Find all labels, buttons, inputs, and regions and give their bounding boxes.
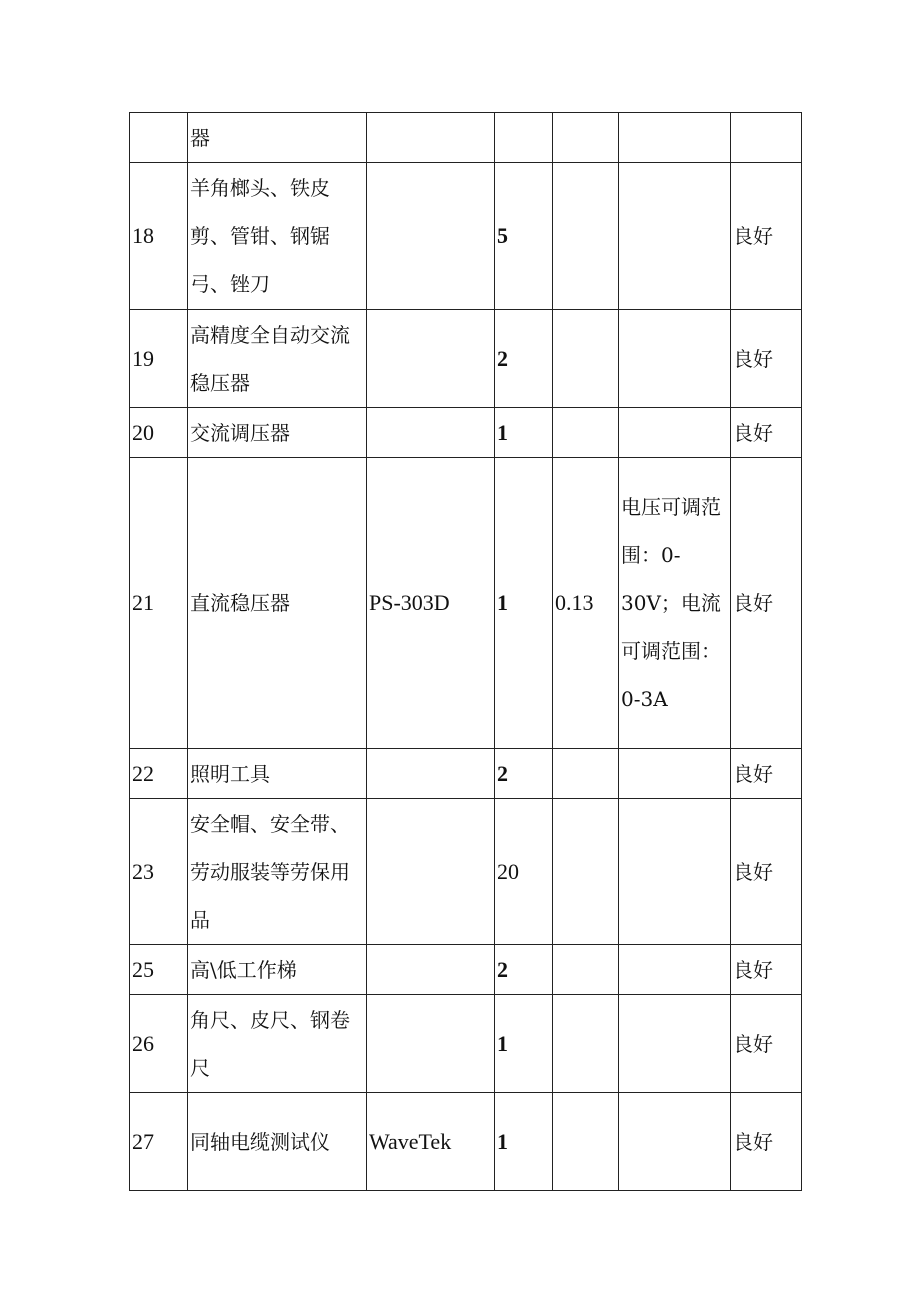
cell-quantity: 2 (495, 945, 553, 995)
cell-model (367, 408, 495, 458)
cell-condition: 良好 (731, 945, 802, 995)
table-body (130, 113, 802, 1191)
cell-condition: 良好 (731, 1093, 802, 1191)
cell-number: 21 (130, 458, 188, 749)
cell-condition: 良好 (731, 799, 802, 945)
cell-remark (619, 749, 731, 799)
cell-quantity: 1 (495, 1093, 553, 1191)
cell-remark: 电压可调范围：0-30V；电流可调范围：0-3A (619, 458, 731, 749)
cell-number: 20 (130, 408, 188, 458)
cell-model (367, 995, 495, 1093)
cell-remark (619, 995, 731, 1093)
cell-name: 角尺、皮尺、钢卷尺 (188, 995, 367, 1093)
cell-quantity: 1 (495, 995, 553, 1093)
cell-quantity: 1 (495, 458, 553, 749)
cell-remark (619, 163, 731, 310)
cell-remark (619, 408, 731, 458)
cell-quantity: 1 (495, 408, 553, 458)
cell-quantity (495, 113, 553, 163)
cell-number (130, 113, 188, 163)
table-row (130, 995, 802, 1093)
table-row (130, 163, 802, 310)
cell-condition: 良好 (731, 458, 802, 749)
cell-model (367, 945, 495, 995)
cell-model (367, 163, 495, 310)
cell-model: WaveTek (367, 1093, 495, 1191)
cell-number: 27 (130, 1093, 188, 1191)
table-row (130, 1093, 802, 1191)
cell-remark (619, 1093, 731, 1191)
cell-quantity: 2 (495, 310, 553, 408)
table-row (130, 458, 802, 749)
cell-number: 26 (130, 995, 188, 1093)
cell-power (553, 163, 619, 310)
table-row (130, 799, 802, 945)
cell-power (553, 945, 619, 995)
cell-number: 22 (130, 749, 188, 799)
cell-power (553, 995, 619, 1093)
cell-name: 器 (188, 113, 367, 163)
table-row (130, 945, 802, 995)
cell-model (367, 310, 495, 408)
cell-quantity: 2 (495, 749, 553, 799)
cell-condition: 良好 (731, 749, 802, 799)
cell-power: 0.13 (553, 458, 619, 749)
table-row (130, 113, 802, 163)
cell-name: 照明工具 (188, 749, 367, 799)
cell-condition: 良好 (731, 163, 802, 310)
cell-remark (619, 799, 731, 945)
cell-condition: 良好 (731, 408, 802, 458)
equipment-table (129, 112, 802, 1191)
cell-name: 高\低工作梯 (188, 945, 367, 995)
cell-number: 19 (130, 310, 188, 408)
cell-number: 25 (130, 945, 188, 995)
table-row (130, 310, 802, 408)
cell-power (553, 749, 619, 799)
cell-name: 羊角榔头、铁皮剪、管钳、钢锯弓、锉刀 (188, 163, 367, 310)
cell-remark (619, 113, 731, 163)
cell-model: PS-303D (367, 458, 495, 749)
cell-remark (619, 945, 731, 995)
cell-condition: 良好 (731, 310, 802, 408)
cell-name: 安全帽、安全带、劳动服装等劳保用品 (188, 799, 367, 945)
cell-model (367, 749, 495, 799)
table-row (130, 408, 802, 458)
cell-quantity: 20 (495, 799, 553, 945)
cell-condition: 良好 (731, 995, 802, 1093)
table-row (130, 749, 802, 799)
cell-power (553, 1093, 619, 1191)
cell-model (367, 113, 495, 163)
cell-number: 23 (130, 799, 188, 945)
cell-power (553, 799, 619, 945)
cell-condition (731, 113, 802, 163)
cell-name: 同轴电缆测试仪 (188, 1093, 367, 1191)
cell-quantity: 5 (495, 163, 553, 310)
cell-power (553, 408, 619, 458)
cell-number: 18 (130, 163, 188, 310)
cell-power (553, 113, 619, 163)
cell-power (553, 310, 619, 408)
cell-remark (619, 310, 731, 408)
cell-name: 高精度全自动交流稳压器 (188, 310, 367, 408)
cell-name: 直流稳压器 (188, 458, 367, 749)
cell-name: 交流调压器 (188, 408, 367, 458)
cell-model (367, 799, 495, 945)
